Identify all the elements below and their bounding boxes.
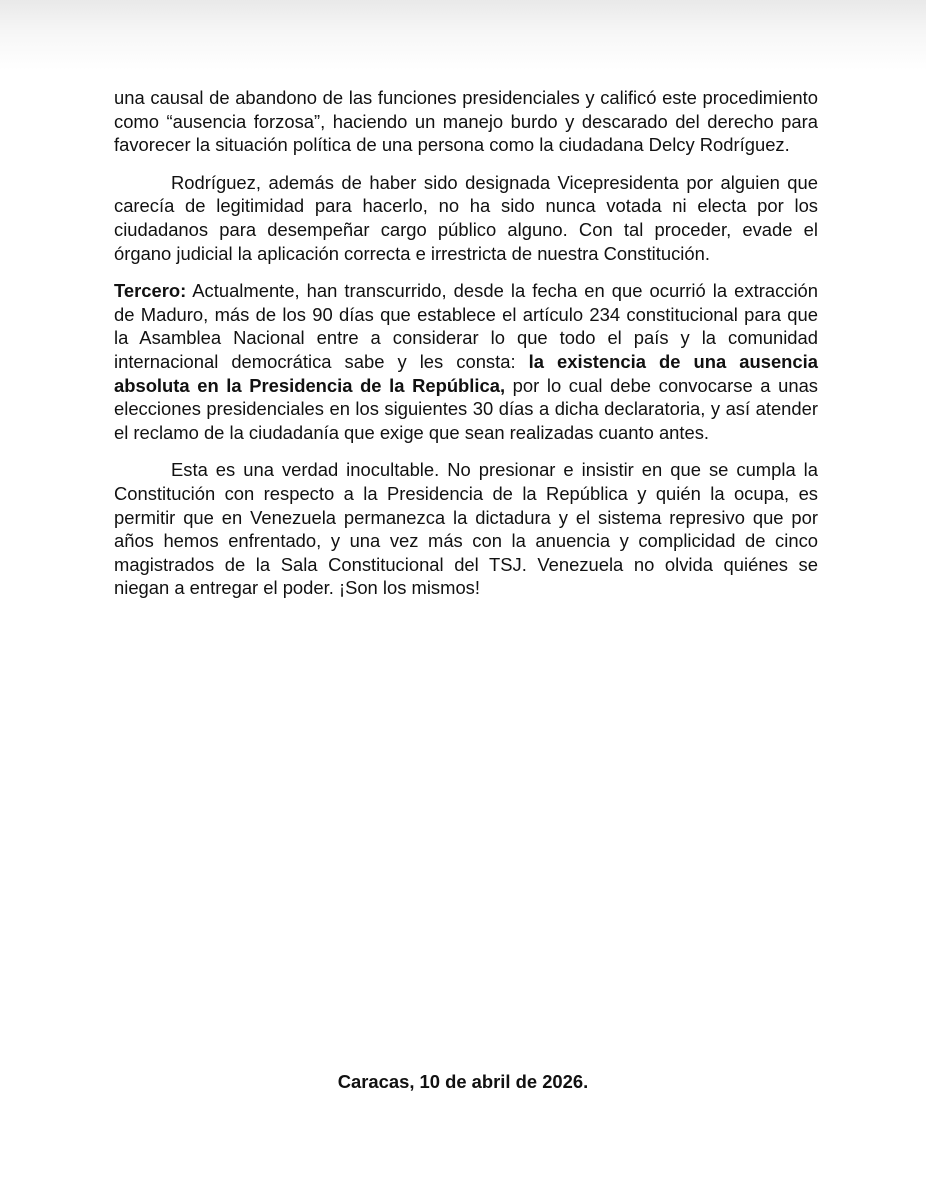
tercero-emphasis: la existencia de una ausencia absoluta en la Presidencia de la República, [114,350,818,396]
paragraph-tercero [114,279,818,444]
paragraph-conclusion: Esta es una verdad inocultable. No presionar e insistir en que se cumpla la Constitución con respecto a la Presidencia de la República y quién la ocupa, es permitir que en Venezuela permanezca la dictadura y el sistema represivo que por años hemos enfrentado, y una vez más con la anuencia y complicidad de cinco magistrados de la Sala Constitucional del TSJ. Venezuela no olvida quiénes se niegan a entregar el poder. ¡Son los mismos! [114,459,818,599]
tercero-text-1: Actualmente, han transcurrido, desde la fecha en que ocurrió la extracción de Maduro, más de los 90 días que establece el artículo 234 constitucional para que la Asamblea Nacional entre a considerar lo que todo el país y la comunidad internacional democrática sabe y les consta: [114,280,818,372]
document-body [114,86,818,614]
place-date-line: Caracas, 10 de abril de 2026. [337,1071,589,1092]
paragraph-rodriguez: Rodríguez, además de haber sido designada Vicepresidenta por alguien que carecía de legitimidad para hacerlo, no ha sido nunca votada ni electa por los ciudadanos para desempeñar cargo público alguno. Con tal proceder, evade el órgano judicial la aplicación correcta e irrestricta de nuestra Constitución. [114,171,818,264]
tercero-text-2: por lo cual debe convocarse a unas elecciones presidenciales en los siguientes 30 días a dicha declaratoria, y así atender el reclamo de la ciudadanía que exige que sean realizadas cuanto antes. [114,374,818,443]
page-top-shade [0,0,926,70]
paragraph-continuation: una causal de abandono de las funciones presidenciales y calificó este procedimiento como “ausencia forzosa”, haciendo un manejo burdo y descarado del derecho para favorecer la situación política de una persona como la ciudadana Delcy Rodríguez. [114,87,818,156]
tercero-heading: Tercero: [114,280,187,302]
